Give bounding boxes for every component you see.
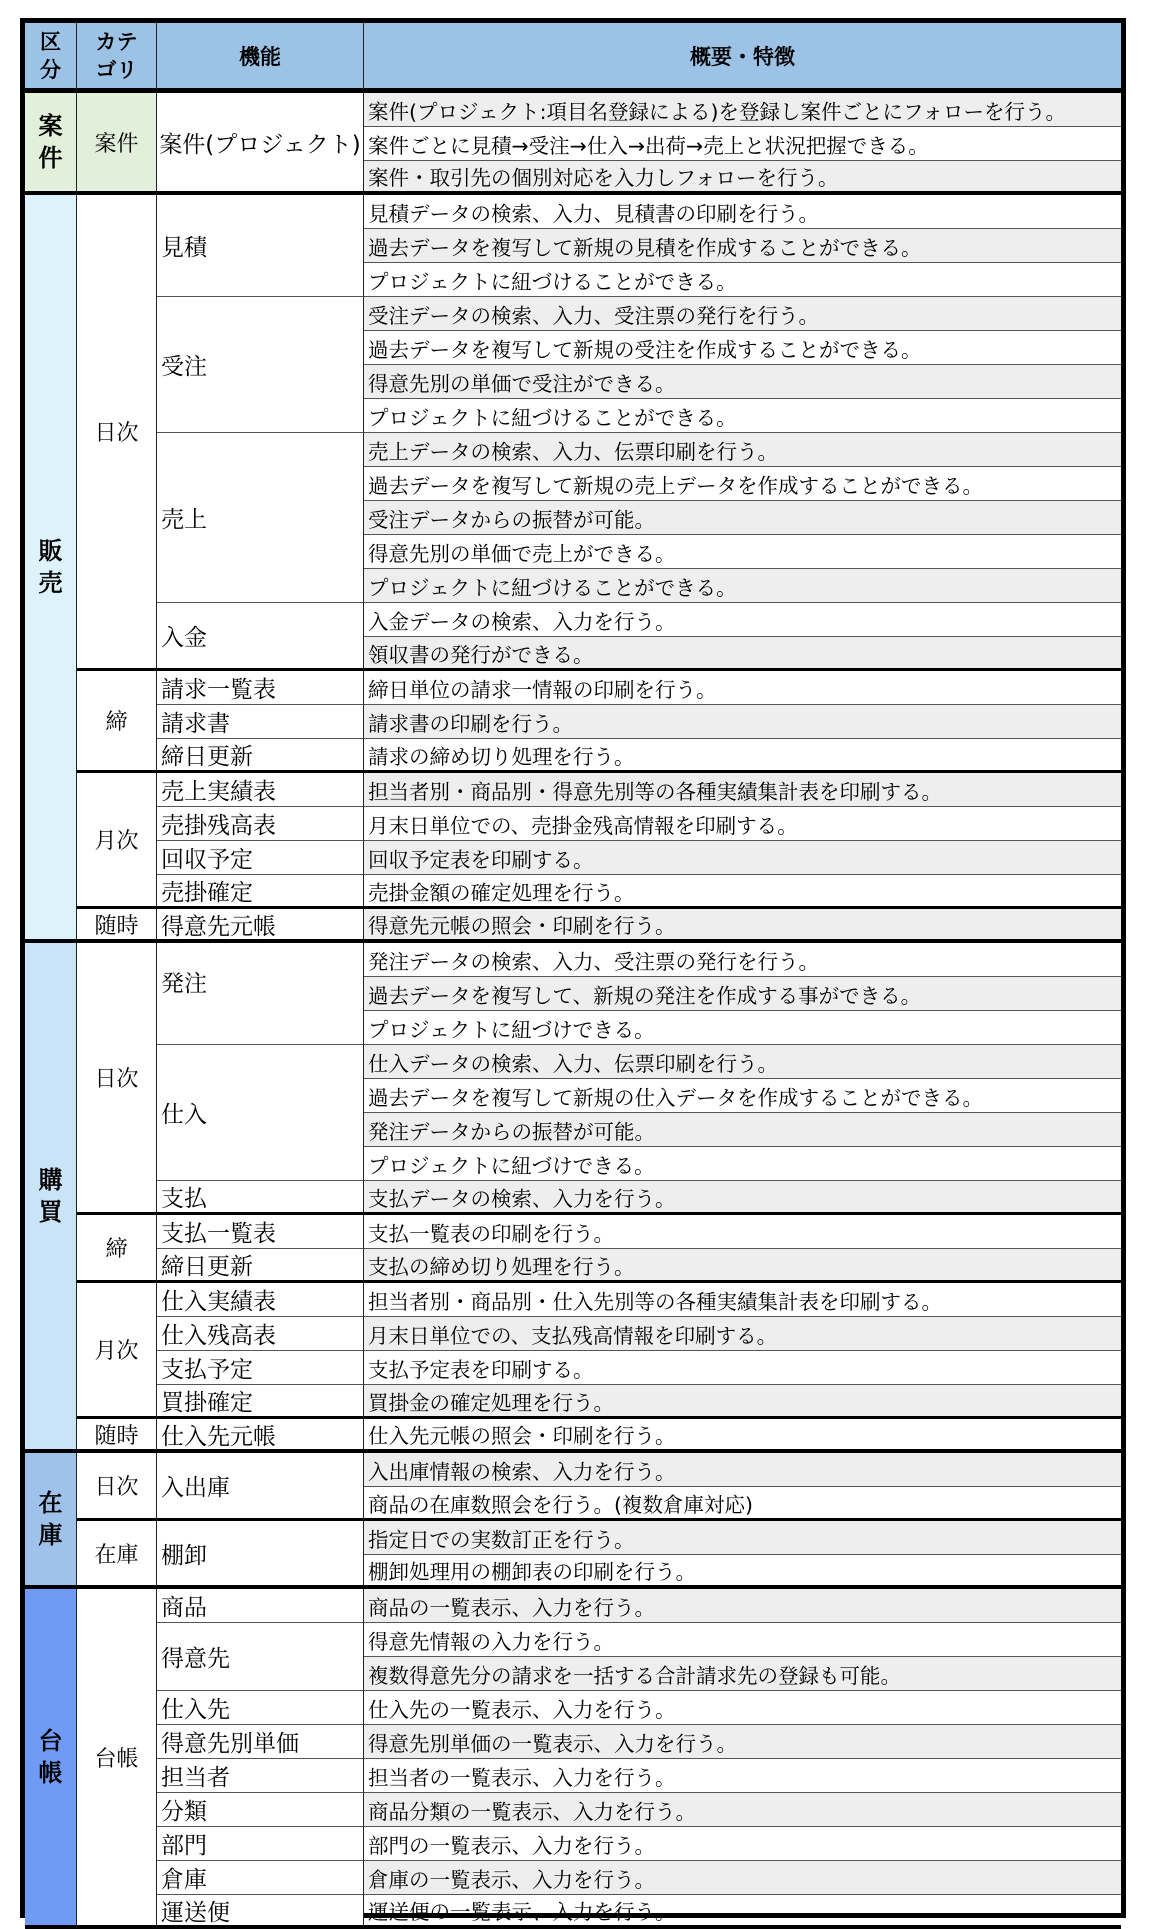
description-row bbox=[364, 1521, 1121, 1555]
header-kubun-line: 区 bbox=[40, 29, 61, 54]
description-row bbox=[364, 1351, 1121, 1385]
function-juchu bbox=[157, 297, 364, 433]
description-row bbox=[364, 1181, 1121, 1215]
description-text: 過去データを複写して新規の仕入データを作成することができる。 bbox=[368, 1085, 983, 1110]
description-row bbox=[364, 977, 1121, 1011]
function-bumon bbox=[157, 1827, 364, 1861]
category-zaiko-zaiko bbox=[77, 1521, 157, 1589]
description-text: 過去データを複写して新規の受注を作成することができる。 bbox=[368, 337, 922, 362]
description-row bbox=[364, 1487, 1121, 1521]
description-row bbox=[364, 195, 1121, 229]
function-label: 受注 bbox=[161, 354, 207, 380]
section-anken bbox=[25, 93, 77, 195]
description-text: 複数得意先分の請求を一括する合計請求先の登録も可能。 bbox=[368, 1663, 901, 1688]
description-text: プロジェクトに紐づけできる。 bbox=[368, 1153, 655, 1178]
description-text: 倉庫の一覧表示、入力を行う。 bbox=[368, 1867, 655, 1892]
function-label: 倉庫 bbox=[161, 1867, 207, 1893]
section-label-char: 売 bbox=[38, 569, 63, 597]
function-label: 分類 bbox=[161, 1799, 207, 1825]
description-row bbox=[364, 637, 1121, 671]
function-label: 支払一覧表 bbox=[161, 1221, 276, 1247]
description-row bbox=[364, 297, 1121, 331]
description-row bbox=[364, 1147, 1121, 1181]
section-hanbai bbox=[25, 195, 77, 943]
category-koubai-shime bbox=[77, 1215, 157, 1283]
description-row bbox=[364, 535, 1121, 569]
description-row bbox=[364, 1691, 1121, 1725]
description-text: 得意先別の単価で受注ができる。 bbox=[368, 371, 676, 396]
description-row bbox=[364, 569, 1121, 603]
description-row bbox=[364, 501, 1121, 535]
description-text: プロジェクトに紐づけることができる。 bbox=[368, 269, 737, 294]
description-row bbox=[364, 671, 1121, 705]
category-label: 日次 bbox=[94, 1475, 139, 1500]
description-text: 入金データの検索、入力を行う。 bbox=[368, 609, 676, 634]
function-label: 得意先 bbox=[161, 1646, 230, 1672]
function-shiharai-yotei bbox=[157, 1351, 364, 1385]
function-label: 支払予定 bbox=[161, 1357, 253, 1383]
description-text: 支払予定表を印刷する。 bbox=[368, 1357, 594, 1382]
description-row bbox=[364, 1215, 1121, 1249]
section-daicho bbox=[25, 1589, 77, 1929]
description-text: 得意先元帳の照会・印刷を行う。 bbox=[368, 914, 676, 938]
description-text: 仕入先の一覧表示、入力を行う。 bbox=[368, 1697, 676, 1722]
category-hanbai-zuiji bbox=[77, 909, 157, 943]
description-row bbox=[364, 1623, 1121, 1657]
function-label: 入金 bbox=[161, 625, 207, 651]
function-overview-table bbox=[20, 18, 1126, 1926]
function-label: 仕入先 bbox=[161, 1697, 230, 1723]
function-hatchu bbox=[157, 943, 364, 1045]
description-row bbox=[364, 1759, 1121, 1793]
description-row bbox=[364, 807, 1121, 841]
description-row bbox=[364, 229, 1121, 263]
function-seikyu-ichiran bbox=[157, 671, 364, 705]
function-label: 発注 bbox=[161, 971, 207, 997]
section-label-char: 件 bbox=[38, 144, 63, 172]
category-label: 月次 bbox=[94, 829, 139, 854]
category-hanbai-nichiji bbox=[77, 195, 157, 671]
description-row bbox=[364, 1317, 1121, 1351]
description-text: 発注データの検索、入力、受注票の発行を行う。 bbox=[368, 949, 819, 974]
function-label: 仕入実績表 bbox=[161, 1289, 276, 1315]
description-row bbox=[364, 1385, 1121, 1419]
description-row bbox=[364, 1011, 1121, 1045]
description-text: 担当者別・商品別・得意先別等の各種実績集計表を印刷する。 bbox=[368, 779, 942, 804]
function-label: 商品 bbox=[161, 1595, 207, 1621]
function-label: 買掛確定 bbox=[161, 1390, 253, 1416]
description-row bbox=[364, 93, 1121, 127]
category-hanbai-shime bbox=[77, 671, 157, 773]
description-text: 案件(プロジェクト:項目名登録による)を登録し案件ごとにフォローを行う。 bbox=[368, 99, 1066, 124]
function-label: 棚卸 bbox=[161, 1542, 207, 1569]
description-row bbox=[364, 161, 1121, 195]
description-row bbox=[364, 875, 1121, 909]
category-label: 随時 bbox=[94, 1423, 139, 1449]
function-label: 仕入 bbox=[161, 1102, 207, 1128]
category-label: 随時 bbox=[94, 913, 139, 939]
category-daicho bbox=[77, 1589, 157, 1929]
header-kubun bbox=[25, 23, 77, 93]
section-label-char: 購 bbox=[38, 1166, 63, 1194]
function-uriage bbox=[157, 433, 364, 603]
function-label: 支払 bbox=[161, 1186, 207, 1212]
description-text: 締日単位の請求一情報の印刷を行う。 bbox=[368, 677, 717, 702]
category-koubai-nichiji bbox=[77, 943, 157, 1215]
function-label: 締日更新 bbox=[161, 1254, 253, 1280]
description-text: 商品分類の一覧表示、入力を行う。 bbox=[368, 1799, 696, 1824]
description-text: 発注データからの振替が可能。 bbox=[368, 1119, 655, 1144]
category-label: 日次 bbox=[94, 1067, 139, 1092]
header-category-line: カテ bbox=[95, 29, 138, 54]
header-function-label: 機能 bbox=[239, 44, 281, 69]
category-label: 月次 bbox=[94, 1339, 139, 1364]
section-label-char: 帳 bbox=[38, 1759, 63, 1787]
category-label: 締 bbox=[105, 710, 128, 735]
function-tokuisaki-motocho bbox=[157, 909, 364, 943]
description-row bbox=[364, 1657, 1121, 1691]
function-kaishu-yotei bbox=[157, 841, 364, 875]
description-text: プロジェクトに紐づけることができる。 bbox=[368, 405, 737, 430]
header-kubun-line: 分 bbox=[40, 57, 61, 82]
description-text: 指定日での実数訂正を行う。 bbox=[368, 1527, 635, 1552]
function-uriage-jisseki bbox=[157, 773, 364, 807]
description-row bbox=[364, 1079, 1121, 1113]
description-row bbox=[364, 467, 1121, 501]
function-shiharai-ichiran bbox=[157, 1215, 364, 1249]
description-text: 仕入データの検索、入力、伝票印刷を行う。 bbox=[368, 1051, 778, 1076]
description-row bbox=[364, 1725, 1121, 1759]
function-nyushukko bbox=[157, 1453, 364, 1521]
function-label: 運送便 bbox=[161, 1899, 230, 1926]
description-text: 案件ごとに見積→受注→仕入→出荷→売上と状況把握できる。 bbox=[368, 133, 929, 158]
description-text: 回収予定表を印刷する。 bbox=[368, 847, 594, 872]
description-text: 受注データからの振替が可能。 bbox=[368, 507, 655, 532]
header-function bbox=[157, 23, 364, 93]
description-text: 担当者の一覧表示、入力を行う。 bbox=[368, 1765, 676, 1790]
function-urikake-kakutei bbox=[157, 875, 364, 909]
description-text: 売上データの検索、入力、伝票印刷を行う。 bbox=[368, 439, 778, 464]
description-row bbox=[364, 1249, 1121, 1283]
function-label: 締日更新 bbox=[161, 744, 253, 770]
description-row bbox=[364, 1827, 1121, 1861]
function-label: 請求一覧表 bbox=[161, 677, 276, 703]
function-mitsumori bbox=[157, 195, 364, 297]
description-text: プロジェクトに紐づけできる。 bbox=[368, 1017, 655, 1042]
description-row bbox=[364, 1045, 1121, 1079]
section-label-char: 販 bbox=[38, 537, 63, 565]
header-description-label: 概要・特徴 bbox=[690, 44, 795, 69]
description-text: 担当者別・商品別・仕入先別等の各種実績集計表を印刷する。 bbox=[368, 1289, 942, 1314]
category-label: 台帳 bbox=[94, 1746, 139, 1772]
description-row bbox=[364, 841, 1121, 875]
function-label: 得意先別単価 bbox=[161, 1731, 299, 1757]
function-label: 請求書 bbox=[161, 711, 230, 737]
description-row bbox=[364, 1589, 1121, 1623]
description-row bbox=[364, 331, 1121, 365]
description-row bbox=[364, 603, 1121, 637]
function-label: 案件(プロジェクト) bbox=[159, 131, 361, 158]
function-label: 売上 bbox=[161, 507, 207, 533]
description-text: 入出庫情報の検索、入力を行う。 bbox=[368, 1459, 676, 1484]
category-zaiko-nichiji bbox=[77, 1453, 157, 1521]
description-row bbox=[364, 909, 1121, 943]
section-label-char: 在 bbox=[38, 1489, 63, 1517]
function-label: 部門 bbox=[161, 1833, 207, 1859]
description-text: プロジェクトに紐づけることができる。 bbox=[368, 575, 737, 600]
function-soko bbox=[157, 1861, 364, 1895]
description-row bbox=[364, 399, 1121, 433]
function-tanaoroshi bbox=[157, 1521, 364, 1589]
description-text: 月末日単位での、支払残高情報を印刷する。 bbox=[368, 1323, 778, 1348]
description-text: 得意先別単価の一覧表示、入力を行う。 bbox=[368, 1731, 737, 1756]
function-shime-koshin-k bbox=[157, 1249, 364, 1283]
section-zaiko bbox=[25, 1453, 77, 1589]
description-text: 棚卸処理用の棚卸表の印刷を行う。 bbox=[368, 1560, 696, 1584]
header-description bbox=[364, 23, 1121, 93]
category-koubai-getsuji bbox=[77, 1283, 157, 1419]
description-row bbox=[364, 943, 1121, 977]
description-text: 売掛金額の確定処理を行う。 bbox=[368, 880, 635, 905]
description-row bbox=[364, 1793, 1121, 1827]
header-category bbox=[77, 23, 157, 93]
description-text: 過去データを複写して新規の売上データを作成することができる。 bbox=[368, 473, 983, 498]
function-unsobin bbox=[157, 1895, 364, 1929]
function-project bbox=[157, 93, 364, 195]
section-label-char: 案 bbox=[38, 112, 63, 140]
function-shiharai bbox=[157, 1181, 364, 1215]
function-nyukin bbox=[157, 603, 364, 671]
description-text: 部門の一覧表示、入力を行う。 bbox=[368, 1833, 655, 1858]
function-bunrui bbox=[157, 1793, 364, 1827]
function-label: 売上実績表 bbox=[161, 779, 276, 805]
function-kaikake-kakutei bbox=[157, 1385, 364, 1419]
category-anken bbox=[77, 93, 157, 195]
function-tokuisaki-tanka bbox=[157, 1725, 364, 1759]
description-text: 受注データの検索、入力、受注票の発行を行う。 bbox=[368, 303, 819, 328]
description-text: 月末日単位での、売掛金残高情報を印刷する。 bbox=[368, 813, 798, 838]
description-row bbox=[364, 1283, 1121, 1317]
function-label: 売掛確定 bbox=[161, 880, 253, 906]
description-row bbox=[364, 1419, 1121, 1453]
description-row bbox=[364, 1453, 1121, 1487]
description-text: 請求書の印刷を行う。 bbox=[368, 711, 573, 736]
description-text: 見積データの検索、入力、見積書の印刷を行う。 bbox=[368, 201, 819, 226]
function-label: 担当者 bbox=[161, 1765, 230, 1791]
function-shiire bbox=[157, 1045, 364, 1181]
description-text: 請求の締め切り処理を行う。 bbox=[368, 744, 635, 769]
description-row bbox=[364, 1555, 1121, 1589]
category-label: 締 bbox=[105, 1237, 128, 1262]
category-label: 案件 bbox=[94, 131, 139, 157]
function-label: 得意先元帳 bbox=[161, 913, 276, 940]
description-text: 支払一覧表の印刷を行う。 bbox=[368, 1221, 614, 1246]
section-koubai bbox=[25, 943, 77, 1453]
description-row bbox=[364, 773, 1121, 807]
description-text: 仕入先元帳の照会・印刷を行う。 bbox=[368, 1424, 676, 1448]
category-label: 日次 bbox=[94, 421, 139, 446]
description-text: 得意先別の単価で売上ができる。 bbox=[368, 541, 676, 566]
description-row bbox=[364, 739, 1121, 773]
function-label: 売掛残高表 bbox=[161, 813, 276, 839]
description-row bbox=[364, 127, 1121, 161]
function-shohin bbox=[157, 1589, 364, 1623]
description-text: 商品の在庫数照会を行う。(複数倉庫対応) bbox=[368, 1492, 753, 1517]
description-text: 支払の締め切り処理を行う。 bbox=[368, 1254, 635, 1279]
description-text: 運送便の一覧表示、入力を行う。 bbox=[368, 1900, 676, 1924]
description-text: 領収書の発行ができる。 bbox=[368, 642, 594, 667]
function-shiiresaki bbox=[157, 1691, 364, 1725]
function-shiire-zandaka bbox=[157, 1317, 364, 1351]
description-text: 過去データを複写して新規の見積を作成することができる。 bbox=[368, 235, 922, 260]
description-row bbox=[364, 705, 1121, 739]
function-seikyusho bbox=[157, 705, 364, 739]
function-label: 回収予定 bbox=[161, 847, 253, 873]
section-label-char: 台 bbox=[38, 1727, 63, 1755]
category-koubai-zuiji bbox=[77, 1419, 157, 1453]
category-hanbai-getsuji bbox=[77, 773, 157, 909]
category-label: 在庫 bbox=[94, 1542, 139, 1568]
description-text: 買掛金の確定処理を行う。 bbox=[368, 1390, 614, 1415]
description-text: 得意先情報の入力を行う。 bbox=[368, 1629, 614, 1654]
function-tokuisaki bbox=[157, 1623, 364, 1691]
header-category-line: ゴリ bbox=[95, 57, 138, 82]
description-row bbox=[364, 1861, 1121, 1895]
description-text: 案件・取引先の個別対応を入力しフォローを行う。 bbox=[368, 166, 839, 190]
description-row bbox=[364, 1113, 1121, 1147]
description-text: 支払データの検索、入力を行う。 bbox=[368, 1186, 676, 1211]
description-row bbox=[364, 365, 1121, 399]
table-grid bbox=[25, 23, 1121, 1926]
function-label: 仕入先元帳 bbox=[161, 1423, 276, 1450]
function-shiiresaki-motocho bbox=[157, 1419, 364, 1453]
description-text: 過去データを複写して、新規の発注を作成する事ができる。 bbox=[368, 983, 922, 1008]
function-shiire-jisseki bbox=[157, 1283, 364, 1317]
description-text: 商品の一覧表示、入力を行う。 bbox=[368, 1595, 655, 1620]
function-label: 入出庫 bbox=[161, 1475, 230, 1501]
section-label-char: 買 bbox=[38, 1198, 63, 1226]
description-row bbox=[364, 263, 1121, 297]
function-tantosha bbox=[157, 1759, 364, 1793]
section-label-char: 庫 bbox=[38, 1521, 63, 1549]
description-row bbox=[364, 433, 1121, 467]
function-urikake-zandaka bbox=[157, 807, 364, 841]
function-label: 仕入残高表 bbox=[161, 1323, 276, 1349]
function-label: 見積 bbox=[161, 235, 207, 261]
function-shime-koshin-h bbox=[157, 739, 364, 773]
description-row bbox=[364, 1895, 1121, 1929]
